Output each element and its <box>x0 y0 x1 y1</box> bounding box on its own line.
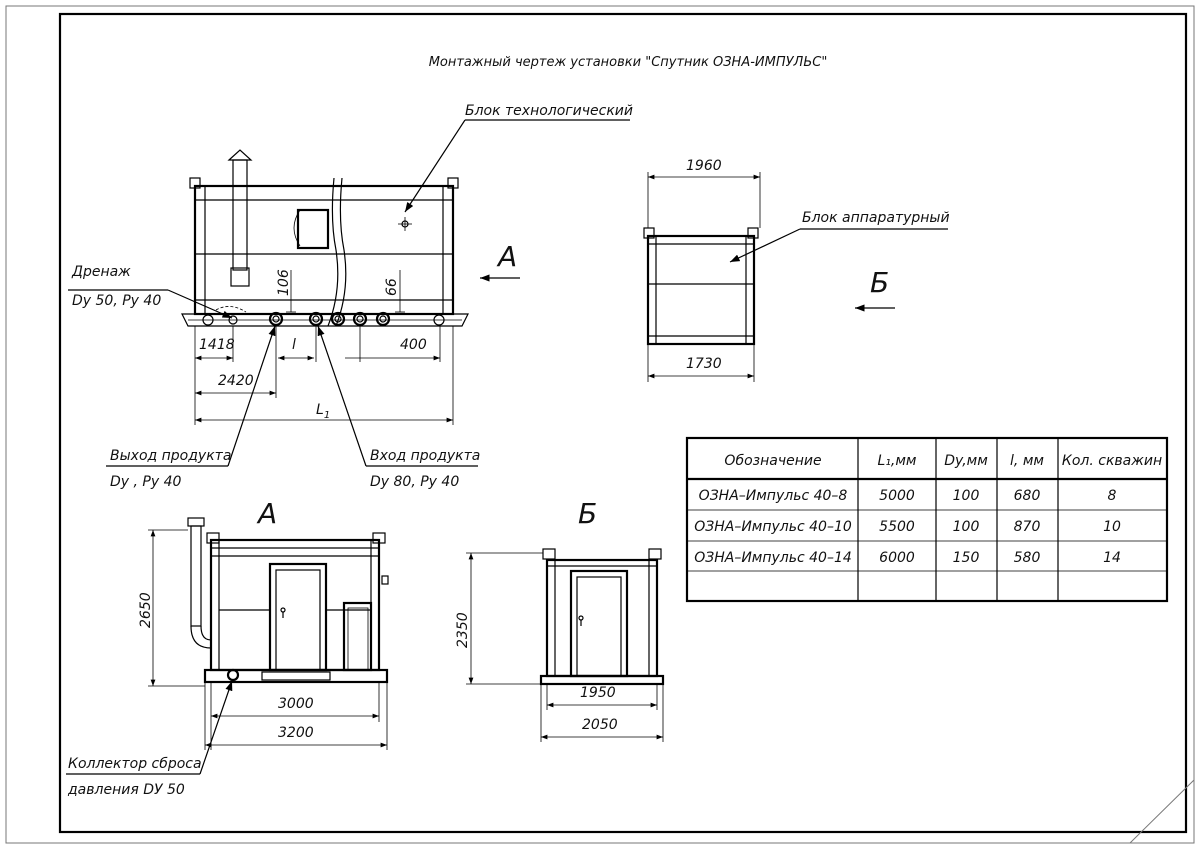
dim-106: 106 <box>276 269 292 296</box>
label-block-tech: Блок технологический <box>465 103 633 119</box>
label-drain-2: Dy 50, Py 40 <box>72 293 162 309</box>
table-cell: 100 <box>952 488 980 504</box>
label-collector-2: давления DУ 50 <box>68 782 185 798</box>
label-in-2: Dy 80, Py 40 <box>370 474 460 490</box>
table-cell: 680 <box>1013 488 1041 504</box>
table-cell: 10 <box>1103 519 1121 535</box>
label-collector-1: Коллектор сброса <box>68 756 202 772</box>
table-cell: 6000 <box>879 550 915 566</box>
table-header-dy: Dy,мм <box>944 453 988 469</box>
label-drain-1: Дренаж <box>72 264 131 280</box>
drawing-frame <box>60 14 1186 832</box>
dim-1730: 1730 <box>686 356 722 372</box>
table-cell: ОЗНА–Импульс 40–14 <box>694 550 852 566</box>
table-cell: 14 <box>1103 550 1121 566</box>
table-cell: 5500 <box>879 519 915 535</box>
table-cell: ОЗНА–Импульс 40–10 <box>694 519 852 535</box>
dim-2650: 2650 <box>138 592 154 628</box>
dim-3200: 3200 <box>278 725 314 741</box>
view-arrow-a: А <box>498 240 518 273</box>
dim-1418: 1418 <box>199 337 235 353</box>
dim-2350: 2350 <box>455 612 471 648</box>
view-label-b: Б <box>578 497 598 530</box>
view-a-drawing <box>188 518 388 682</box>
dim-2050: 2050 <box>582 717 618 733</box>
dim-1950: 1950 <box>580 685 616 701</box>
dim-400: 400 <box>400 337 427 353</box>
tech-block-plan <box>182 150 468 326</box>
label-in-1: Вход продукта <box>370 448 481 464</box>
dim-2420: 2420 <box>218 373 254 389</box>
dim-L1-main: L <box>316 402 324 418</box>
sheet-corner <box>1130 780 1194 843</box>
app-block-plan <box>644 228 758 344</box>
spec-table <box>687 438 1167 601</box>
table-cell: 870 <box>1013 519 1041 535</box>
table-cell: 150 <box>952 550 980 566</box>
view-b-drawing <box>541 549 663 684</box>
view-label-a: А <box>258 497 278 530</box>
table-cell: 5000 <box>879 488 915 504</box>
table-cell: 100 <box>952 519 980 535</box>
label-out-2: Dy , Py 40 <box>110 474 182 490</box>
dim-l: l <box>292 337 296 353</box>
dim-L1-sub: 1 <box>323 410 331 421</box>
table-header-l1: L₁,мм <box>877 453 917 469</box>
table-header-l: l, мм <box>1010 453 1044 469</box>
drawing-title: Монтажный чертеж установки "Спутник ОЗНА-ИМПУЛЬС" <box>428 55 828 70</box>
dim-66: 66 <box>384 278 400 296</box>
table-cell: 580 <box>1013 550 1041 566</box>
dim-1960: 1960 <box>686 158 722 174</box>
table-cell: ОЗНА–Импульс 40–8 <box>698 488 848 504</box>
table-header-wells: Кол. скважин <box>1061 453 1163 469</box>
label-block-app: Блок аппаратурный <box>802 210 950 226</box>
dim-3000: 3000 <box>278 696 314 712</box>
table-cell: 8 <box>1107 488 1117 504</box>
view-arrow-b: Б <box>870 266 890 299</box>
label-out-1: Выход продукта <box>110 448 232 464</box>
table-header-designation: Обозначение <box>724 453 822 469</box>
dim-L1 <box>316 402 330 421</box>
